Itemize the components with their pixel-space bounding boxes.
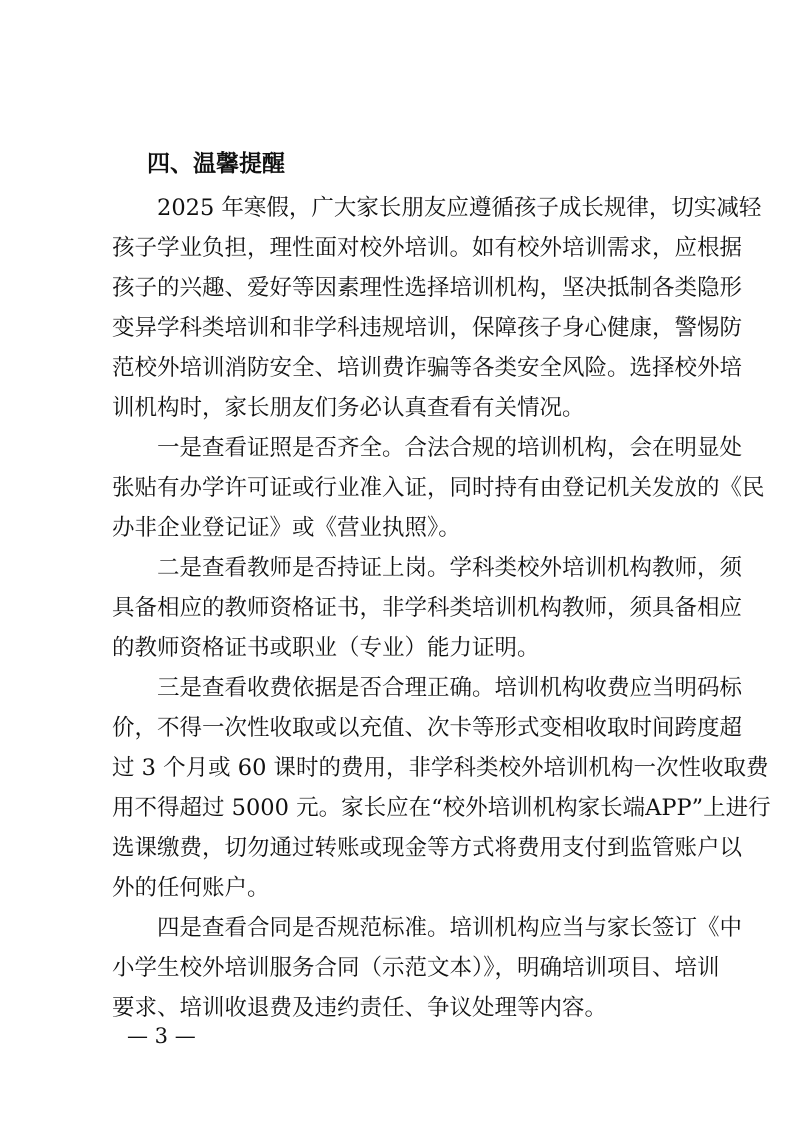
paragraph-line: 范校外培训消防安全、培训费诈骗等各类安全风险。选择校外培 bbox=[112, 355, 743, 381]
paragraph-line: 孩子学业负担，理性面对校外培训。如有校外培训需求，应根据 bbox=[112, 235, 743, 261]
paragraph-line: 2025 年寒假，广大家长朋友应遵循孩子成长规律，切实减轻 bbox=[157, 195, 762, 221]
paragraph-intro bbox=[112, 188, 762, 428]
paragraph-check-teachers bbox=[112, 548, 743, 668]
paragraph-line: 张贴有办学许可证或行业准入证，同时持有由登记机关发放的《民 bbox=[112, 475, 765, 501]
paragraph-line: 四是查看合同是否规范标准。培训机构应当与家长签订《中 bbox=[157, 915, 743, 941]
paragraph-line: 小学生校外培训服务合同（示范文本）》，明确培训项目、培训 bbox=[112, 955, 720, 981]
paragraph-check-fees bbox=[112, 668, 771, 908]
paragraph-line: 二是查看教师是否持证上岗。学科类校外培训机构教师，须 bbox=[157, 555, 743, 581]
paragraph-line: 办非企业登记证》或《营业执照》。 bbox=[112, 515, 461, 541]
paragraph-line: 一是查看证照是否齐全。合法合规的培训机构，会在明显处 bbox=[157, 435, 743, 461]
paragraph-line: 三是查看收费依据是否合理正确。培训机构收费应当明码标 bbox=[157, 675, 743, 701]
paragraph-line: 具备相应的教师资格证书，非学科类培训机构教师，须具备相应 bbox=[112, 595, 743, 621]
paragraph-check-license bbox=[112, 428, 765, 548]
paragraph-line: 孩子的兴趣、爱好等因素理性选择培训机构，坚决抵制各类隐形 bbox=[112, 275, 743, 301]
page-number: — 3 — bbox=[127, 1024, 196, 1048]
section-heading: 四、温馨提醒 bbox=[147, 151, 285, 177]
paragraph-line: 用不得超过 5000 元。家长应在“校外培训机构家长端APP”上进行 bbox=[112, 795, 771, 821]
paragraph-line: 外的任何账户。 bbox=[112, 875, 270, 901]
paragraph-line: 变异学科类培训和非学科违规培训，保障孩子身心健康，警惕防 bbox=[112, 315, 743, 341]
paragraph-line: 过 3 个月或 60 课时的费用，非学科类校外培训机构一次性收取费 bbox=[112, 755, 769, 781]
paragraph-line: 训机构时，家长朋友们务必认真查看有关情况。 bbox=[112, 395, 585, 421]
paragraph-check-contract bbox=[112, 908, 743, 1028]
paragraph-line: 价，不得一次性收取或以充值、次卡等形式变相收取时间跨度超 bbox=[112, 715, 743, 741]
paragraph-line: 选课缴费，切勿通过转账或现金等方式将费用支付到监管账户以 bbox=[112, 835, 743, 861]
paragraph-line: 的教师资格证书或职业（专业）能力证明。 bbox=[112, 635, 540, 661]
paragraph-line: 要求、培训收退费及违约责任、争议处理等内容。 bbox=[112, 995, 608, 1021]
